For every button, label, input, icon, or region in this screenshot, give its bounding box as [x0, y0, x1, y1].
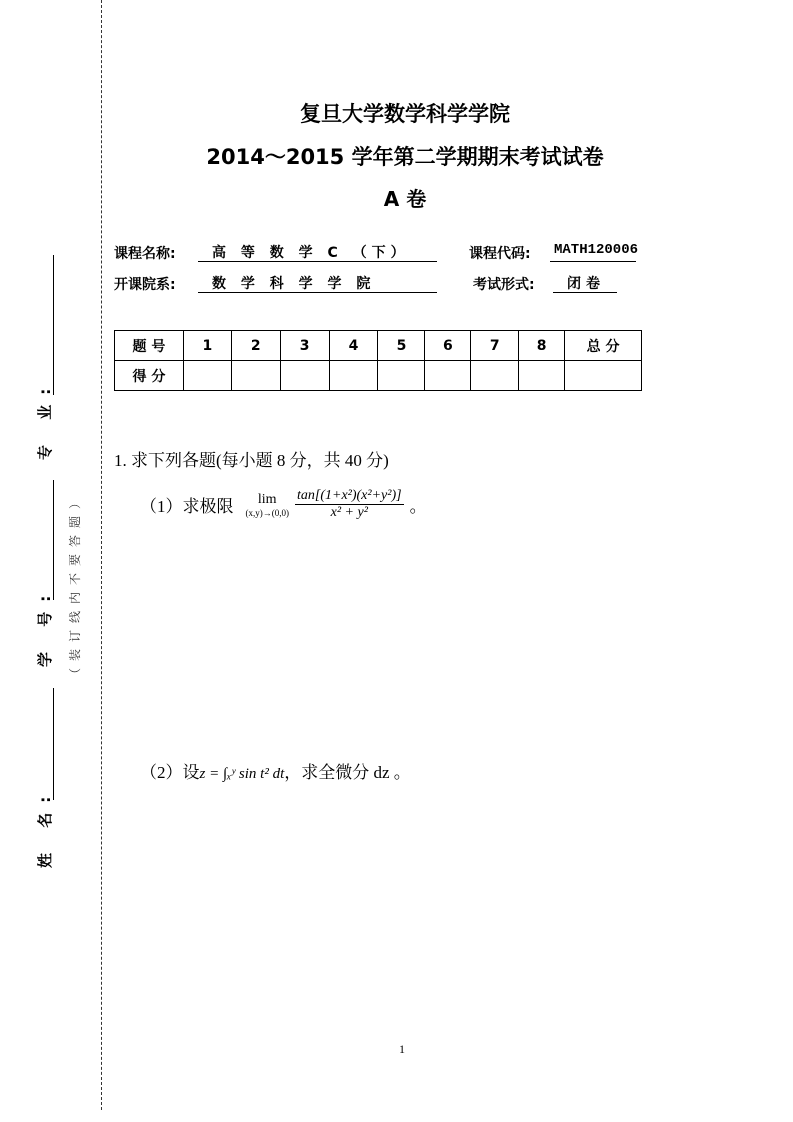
student-id-field[interactable] — [53, 480, 54, 600]
major-field[interactable] — [53, 255, 54, 395]
exam-form-value: 闭卷 — [553, 273, 617, 293]
paper-version: A 卷 — [383, 187, 427, 211]
binding-margin — [0, 240, 100, 880]
score-row-label: 得 分 — [115, 361, 184, 391]
q1-2-suffix: ，求全微分 dz 。 — [284, 763, 411, 782]
header-cell: 1 — [183, 331, 231, 361]
limit-operator — [246, 492, 290, 518]
score-cell[interactable] — [519, 361, 565, 391]
lim-text: lim — [257, 491, 277, 507]
header-cell: 6 — [425, 331, 471, 361]
course-code-value: MATH120006 — [550, 242, 636, 262]
q1-1-suffix: 。 — [409, 497, 427, 516]
dept-value: 数 学 科 学 学 院 — [198, 273, 437, 293]
q1-2-formula: z = ∫ₓʸ sin t² dt — [199, 766, 285, 782]
name-field[interactable] — [53, 688, 54, 800]
q1-1-prefix: （1）求极限 — [140, 497, 234, 516]
score-cell[interactable] — [329, 361, 378, 391]
exam-form-label: 考试形式: — [473, 277, 535, 293]
header-cell: 3 — [280, 331, 329, 361]
header-cell: 8 — [519, 331, 565, 361]
course-code-label: 课程代码: — [469, 246, 531, 262]
dept-label: 开课院系: — [114, 277, 176, 293]
major-label: 专 业: — [36, 378, 54, 460]
question-1-1 — [140, 488, 427, 521]
student-id-label: 学 号: — [36, 585, 54, 667]
header-cell: 题 号 — [115, 331, 184, 361]
q1-2-prefix: （2）设 — [140, 763, 200, 782]
school-title: 复旦大学数学科学学院 — [300, 102, 510, 126]
page-number: 1 — [399, 1042, 405, 1056]
header-cell: 4 — [329, 331, 378, 361]
fraction-denominator: x² + y² — [330, 505, 368, 520]
course-name-label: 课程名称: — [114, 246, 176, 262]
score-cell[interactable] — [565, 361, 642, 391]
score-row — [115, 361, 642, 391]
exam-title: 2014～2015 学年第二学期期末考试试卷 — [206, 145, 604, 169]
course-name-value: 高 等 数 学 C （下） — [198, 242, 437, 262]
header-cell: 2 — [231, 331, 280, 361]
name-label: 姓 名: — [36, 786, 54, 868]
score-cell[interactable] — [280, 361, 329, 391]
score-cell[interactable] — [231, 361, 280, 391]
lim-subscript: (x,y)→(0,0) — [245, 507, 289, 518]
header-cell: 总 分 — [565, 331, 642, 361]
score-table — [114, 330, 642, 391]
score-cell[interactable] — [183, 361, 231, 391]
score-cell[interactable] — [471, 361, 519, 391]
fraction-numerator: tan[(1+x²)(x²+y²)] — [297, 488, 402, 503]
score-cell[interactable] — [378, 361, 425, 391]
question-1-title: 1. 求下列各题(每小题 8 分，共 40 分) — [114, 451, 389, 470]
score-cell[interactable] — [425, 361, 471, 391]
table-header-row — [115, 331, 642, 361]
header-cell: 5 — [378, 331, 425, 361]
header-cell: 7 — [471, 331, 519, 361]
question-1-2 — [140, 758, 411, 783]
limit-fraction — [295, 488, 404, 521]
binding-note: （装订线内不要答题） — [68, 489, 82, 680]
